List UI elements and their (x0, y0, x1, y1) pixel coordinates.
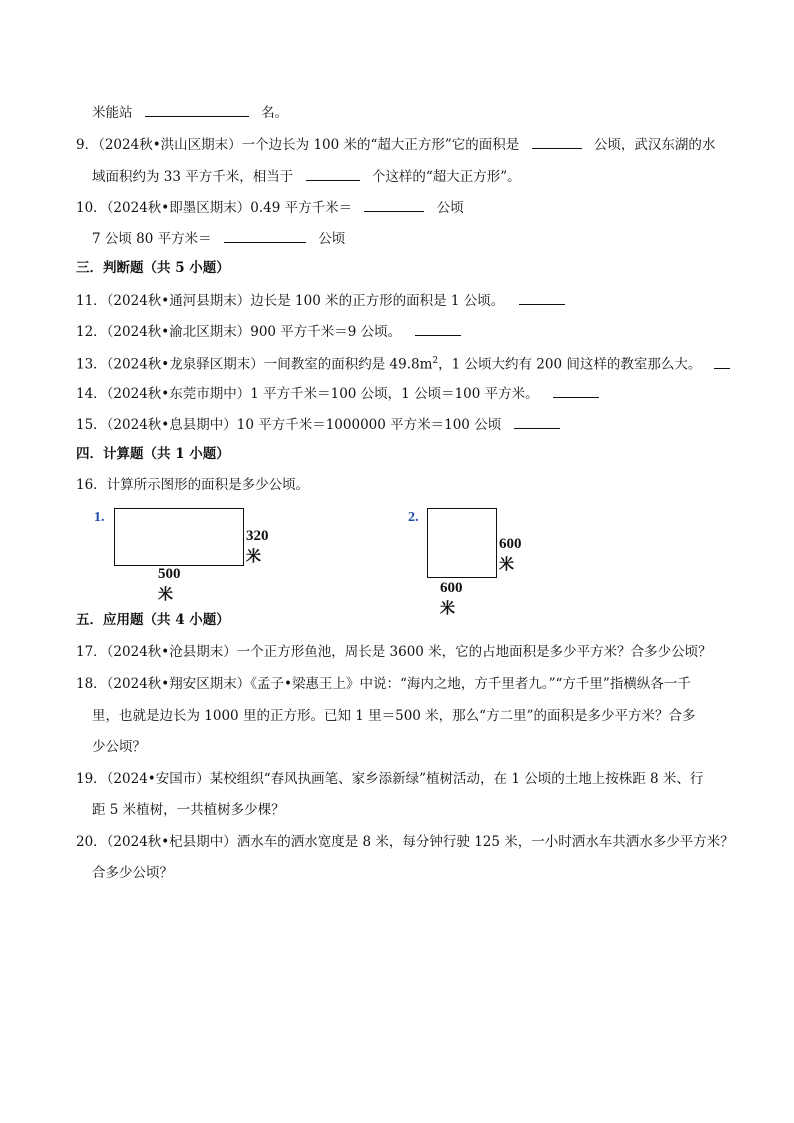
answer-blank[interactable] (519, 290, 565, 305)
question-9-line2: 域面积约为 33 平方千米，相当于 个这样的“超大正方形”。 (92, 166, 521, 186)
figure-2-number: 2. (408, 510, 419, 525)
question-20-line2: 合多少公顷？ (92, 865, 173, 881)
figure-1-bottom-label: 500米 (158, 566, 181, 603)
question-10-line1: 10．（2024秋•即墨区期末）0.49 平方千米＝ 公顷 (76, 197, 464, 217)
question-18-line2: 里，也就是边长为 1000 里的正方形。已知 1 里＝500 米，那么“方二里”的面积是多少平方米？合多 (92, 708, 696, 724)
question-12: 12．（2024秋•渝北区期末）900 平方千米＝9 公顷。 (76, 321, 461, 341)
rectangle-shape (114, 508, 244, 566)
answer-blank[interactable] (553, 383, 599, 398)
question-13: 13．（2024秋•龙泉驿区期末）一间教室的面积约是 $49.8m^2$，1 公顷大约有 200 间这样的教室那么大。 (76, 352, 730, 374)
square-shape (427, 508, 497, 578)
question-15: 15．（2024秋•息县期中）10 平方千米＝1000000 平方米＝100 公顷 (76, 414, 560, 434)
q8-tail: 米能站 名。 (92, 102, 288, 122)
answer-blank[interactable] (145, 102, 249, 117)
question-19-line1: 19．（2024•安国市）某校组织“春风执画笔、家乡添新绿”植树活动，在 1 公顷的土地上按株距 8 米、行 (76, 771, 704, 787)
question-14: 14．（2024秋•东莞市期中）1 平方千米＝100 公顷，1 公顷＝100 平方米。 (76, 383, 599, 403)
question-19-line2: 距 5 米植树，一共植树多少棵？ (92, 802, 285, 818)
figure-2-bottom-label: 600米 (440, 580, 463, 617)
question-10-line2: 7 公顷 80 平方米＝ 公顷 (92, 228, 345, 248)
answer-blank[interactable] (415, 321, 461, 336)
question-18-line1: 18．（2024秋•翔安区期末）《孟子•梁惠王上》中说：“海内之地，方千里者九。”“方千里”指横纵各一千 (76, 676, 691, 692)
question-9-line1: 9．（2024秋•洪山区期末）一个边长为 100 米的“超大正方形”它的面积是 公顷，武汉东湖的水 (76, 134, 715, 154)
question-17: 17．（2024秋•沧县期末）一个正方形鱼池，周长是 3600 米，它的占地面积是多少平方米？合多少公顷？ (76, 644, 712, 660)
answer-blank[interactable] (532, 134, 582, 149)
question-20-line1: 20．（2024秋•杞县期中）洒水车的洒水宽度是 8 米，每分钟行驶 125 米，一小时洒水车共洒水多少平方米？ (76, 834, 734, 850)
figure-1-number: 1. (94, 510, 105, 525)
answer-blank[interactable] (714, 354, 730, 369)
section-4-heading: 四．计算题（共 1 小题） (76, 446, 230, 462)
figure-1-side-label: 320米 (246, 528, 269, 565)
section-5-heading: 五．应用题（共 4 小题） (76, 612, 230, 628)
answer-blank[interactable] (364, 197, 424, 212)
answer-blank[interactable] (224, 228, 306, 243)
question-11: 11．（2024秋•通河县期末）边长是 100 米的正方形的面积是 1 公顷。 (76, 290, 565, 310)
question-18-line3: 少公顷？ (92, 739, 146, 755)
question-16: 16．计算所示图形的面积是多少公顷。 (76, 477, 310, 493)
section-3-heading: 三．判断题（共 5 小题） (76, 260, 230, 276)
answer-blank[interactable] (514, 414, 560, 429)
figure-2-side-label: 600米 (499, 536, 522, 573)
answer-blank[interactable] (306, 166, 360, 181)
